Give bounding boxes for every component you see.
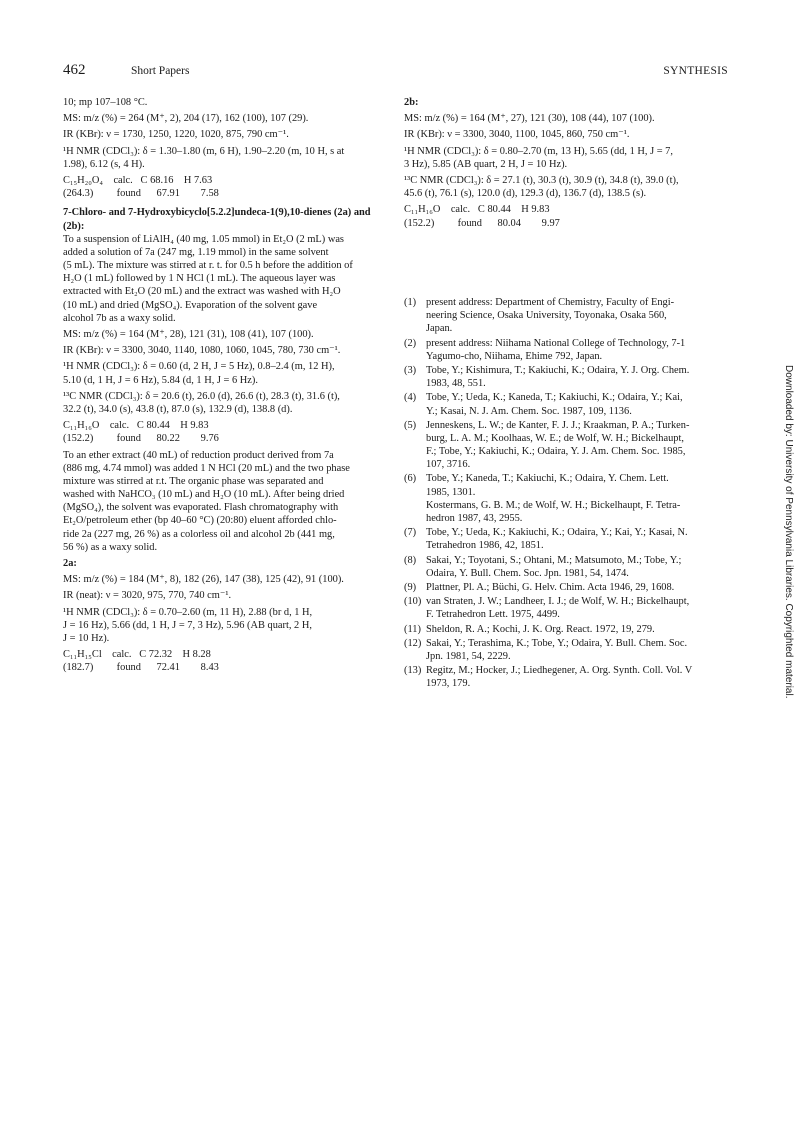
text-line: C₁₁H₁₆O calc. C 80.44 H 9.83 [63,420,209,432]
reference-line: Sakai, Y.; Terashima, K.; Tobe, Y.; Odaira, Y. Bull. Chem. Soc. [426,637,688,649]
reference-line: 1985, 1301. [426,486,476,498]
reference-number: (2) [404,337,417,349]
text-line: (182.7) found 72.41 8.43 [63,662,219,674]
reference-line: Odaira, Y. Bull. Chem. Soc. Jpn. 1981, 54, 1474. [426,567,629,579]
references-list [404,296,734,691]
page-number: 462 [63,62,86,78]
reference-line: Tobe, Y.; Ueda, K.; Kakiuchi, K.; Odaira, Y.; Kai, Y.; Kasai, N. [426,527,688,539]
reference-line: Tobe, Y.; Ueda, K.; Kaneda, T.; Kakiuchi, K.; Odaira, Y.; Kai, [426,392,683,404]
section-title: Short Papers [131,65,190,77]
page-header [63,62,728,80]
reference-number: (8) [404,554,417,566]
reference-line: Regitz, M.; Hocker, J.; Liedhegener, A. Org. Synth. Coll. Vol. V [426,665,693,677]
reference-number: (5) [404,419,417,431]
reference-number: (10) [404,596,422,608]
reference-line: 107, 3716. [426,459,471,471]
text-line: IR (KBr): ν = 1730, 1250, 1220, 1020, 875, 790 cm⁻¹. [63,129,289,141]
reference-line: present address: Department of Chemistry, Faculty of Engi- [426,297,675,308]
reference-line: Yagumo-cho, Niihama, Ehime 792, Japan. [426,350,603,362]
text-line: ¹H NMR (CDCl₃): δ = 1.30–1.80 (m, 6 H), 1.90–2.20 (m, 10 H, s at [63,145,345,157]
text-line: C₁₁H₁₅Cl calc. C 72.32 H 8.28 [63,649,211,661]
text-line: extracted with Et₂O (20 mL) and the extract was washed with H₂O [63,286,341,298]
download-watermark [783,365,795,985]
reference-item [404,337,734,363]
reference-line: F.; Tobe, Y.; Kakiuchi, K.; Odaira, Y. J. Am. Chem. Soc. 1985, [426,446,686,458]
reference-item [404,419,734,472]
text-line: ¹³C NMR (CDCl₃): δ = 27.1 (t), 30.3 (t), 30.9 (t), 34.8 (t), 39.0 (t), [404,174,679,186]
reference-item [404,526,734,552]
reference-line: Kostermans, G. B. M.; de Wolf, W. H.; Bickelhaupt, F. Tetra- [426,499,681,511]
reference-number: (12) [404,637,422,649]
text-line: 5.10 (d, 1 H, J = 6 Hz), 5.84 (d, 1 H, J = 6 Hz). [63,374,258,386]
text-line: 56 %) as a waxy solid. [63,541,158,553]
text-line: (152.2) found 80.22 9.76 [63,433,219,445]
text-line: (264.3) found 67.91 7.58 [63,188,219,200]
text-line: IR (KBr): ν = 3300, 3040, 1140, 1080, 1060, 1045, 780, 730 cm⁻¹. [63,345,341,357]
text-line: IR (KBr): ν = 3300, 3040, 1100, 1045, 860, 750 cm⁻¹. [404,129,630,141]
reference-number: (11) [404,623,421,635]
reference-line: neering Science, Osaka University, Toyonaka, Osaka 560, [426,310,667,322]
text-line: ¹H NMR (CDCl₃): δ = 0.80–2.70 (m, 13 H), 5.65 (dd, 1 H, J = 7, [404,145,673,157]
text-line: (MgSO₄), the solvent was evaporated. Flash chromatography with [63,502,339,514]
right-column [404,96,730,230]
reference-line: van Straten, J. W.; Landheer, I. J.; de Wolf, W. H.; Bickelhaupt, [426,596,690,608]
reference-line: burg, L. A. M.; Koolhaas, W. E.; de Wolf, W. H.; Bickelhaupt, [426,432,684,444]
text-line: J = 10 Hz). [63,632,110,644]
text-line: C₁₁H₁₆O calc. C 80.44 H 9.83 [404,204,550,216]
text-line: IR (neat): ν = 3020, 975, 770, 740 cm⁻¹. [63,590,232,602]
journal-name: SYNTHESIS [663,65,728,77]
reference-line: Tobe, Y.; Kaneda, T.; Kakiuchi, K.; Odaira, Y. Chem. Lett. [426,473,669,485]
reference-line: Plattner, Pl. A.; Büchi, G. Helv. Chim. Acta 1946, 29, 1608. [426,581,675,593]
reference-item [404,391,734,417]
reference-item [404,623,734,636]
text-line: (152.2) found 80.04 9.97 [404,217,560,229]
text-line: Et₂O/petroleum ether (bp 40–60 °C) (20:80) eluent afforded chlo- [63,515,337,527]
text-line: (886 mg, 4.74 mmol) was added 1 N HCl (20 mL) and the two phase [63,462,350,474]
subheading-line: (2b): [63,220,85,232]
reference-item [404,296,734,336]
reference-number: (3) [404,364,417,376]
reference-item [404,472,734,525]
text-line: To a suspension of LiAlH₄ (40 mg, 1.05 mmol) in Et₂O (2 mL) was [63,233,344,245]
text-line: 3 Hz), 5.85 (AB quart, 2 H, J = 10 Hz). [404,158,568,170]
text-line: ¹H NMR (CDCl₃): δ = 0.60 (d, 2 H, J = 5 Hz), 0.8–2.4 (m, 12 H), [63,361,335,373]
text-line: mixture was stirred at r.t. The organic phase was separated and [63,475,324,487]
reference-line: Sheldon, R. A.; Kochi, J. K. Org. React. 1972, 19, 279. [426,623,655,635]
text-line: MS: m/z (%) = 184 (M⁺, 8), 182 (26), 147 (38), 125 (42), 91 (100). [63,574,344,586]
text-line: MS: m/z (%) = 164 (M⁺, 28), 121 (31), 108 (41), 107 (100). [63,329,314,340]
reference-line: 1983, 48, 551. [426,378,486,390]
reference-spacer [404,690,734,691]
text-line: 10; mp 107–108 °C. [63,97,148,108]
text-line: H₂O (1 mL) followed by 1 N HCl (1 mL). The aqueous layer was [63,273,336,285]
text-line: ride 2a (227 mg, 26 %) as a colorless oil and alcohol 2b (441 mg, [63,528,335,540]
reference-number: (7) [404,527,417,539]
text-line: MS: m/z (%) = 164 (M⁺, 27), 121 (30), 108 (44), 107 (100). [404,113,655,125]
reference-item [404,581,734,594]
text-line: C₁₅H₂₀O₄ calc. C 68.16 H 7.63 [63,174,213,186]
reference-line: 1973, 179. [426,678,471,690]
reference-number: (4) [404,392,417,404]
reference-line: Jpn. 1981, 54, 2229. [426,650,511,662]
text-line: washed with NaHCO₃ (10 mL) and H₂O (10 mL). After being dried [63,489,345,501]
text-line: To an ether extract (40 mL) of reduction product derived from 7a [63,449,334,461]
reference-item [404,664,734,690]
text-line: added a solution of 7a (247 mg, 1.19 mmol) in the same solvent [63,246,329,258]
text-line: (5 mL). The mixture was stirred at r. t. for 0.5 h before the addition of [63,260,353,272]
reference-line: F. Tetrahedron Lett. 1975, 4499. [426,609,560,621]
reference-line: Sakai, Y.; Toyotani, S.; Ohtani, M.; Matsumoto, M.; Tobe, Y.; [426,554,682,566]
reference-line: Y.; Kasai, N. J. Am. Chem. Soc. 1987, 109, 1136. [426,405,632,417]
reference-number: (13) [404,665,422,677]
subheading-line: 2a: [63,558,77,569]
reference-number: (1) [404,297,417,308]
text-line: alcohol 7b as a waxy solid. [63,312,176,324]
text-line: 1.98), 6.12 (s, 4 H). [63,158,145,170]
text-line: 32.2 (t), 34.0 (s), 43.8 (t), 87.0 (s), 132.9 (d), 138.8 (d). [63,403,293,415]
text-line: ¹H NMR (CDCl₃): δ = 0.70–2.60 (m, 11 H), 2.88 (br d, 1 H, [63,606,313,618]
text-line: J = 16 Hz), 5.66 (dd, 1 H, J = 7, 3 Hz), 5.96 (AB quart, 2 H, [63,619,312,631]
subheading-line: 7-Chloro- and 7-Hydroxybicyclo[5.2.2]undeca-1(9),10-dienes (2a) and [63,207,371,219]
text-line: ¹³C NMR (CDCl₃): δ = 20.6 (t), 26.0 (d), 26.6 (t), 28.3 (t), 31.6 (t), [63,390,340,402]
reference-line: present address: Niihama National College of Technology, 7-1 [426,337,686,349]
reference-item [404,554,734,580]
reference-item [404,595,734,621]
text-line: MS: m/z (%) = 264 (M⁺, 2), 204 (17), 162 (100), 107 (29). [63,113,309,125]
text-line: 45.6 (t), 76.1 (s), 120.0 (d), 129.3 (d), 136.7 (d), 138.5 (s). [404,188,647,200]
reference-item [404,637,734,663]
left-column [63,96,389,675]
reference-number: (6) [404,473,417,485]
reference-line: Japan. [426,323,453,335]
reference-line: Tobe, Y.; Kishimura, T.; Kakiuchi, K.; Odaira, Y. J. Org. Chem. [426,364,690,376]
reference-line: hedron 1987, 43, 2955. [426,513,523,524]
reference-line: Tetrahedron 1986, 42, 1851. [426,540,544,552]
reference-item [404,364,734,390]
reference-number: (9) [404,581,417,593]
subheading-line: 2b: [404,97,419,108]
text-line: (10 mL) and dried (MgSO₄). Evaporation of the solvent gave [63,299,318,311]
reference-line: Jenneskens, L. W.; de Kanter, F. J. J.; Kraakman, P. A.; Turken- [426,419,690,431]
watermark-text: Downloaded by: University of Pennsylvania Libraries. Copyrighted material. [783,365,794,699]
